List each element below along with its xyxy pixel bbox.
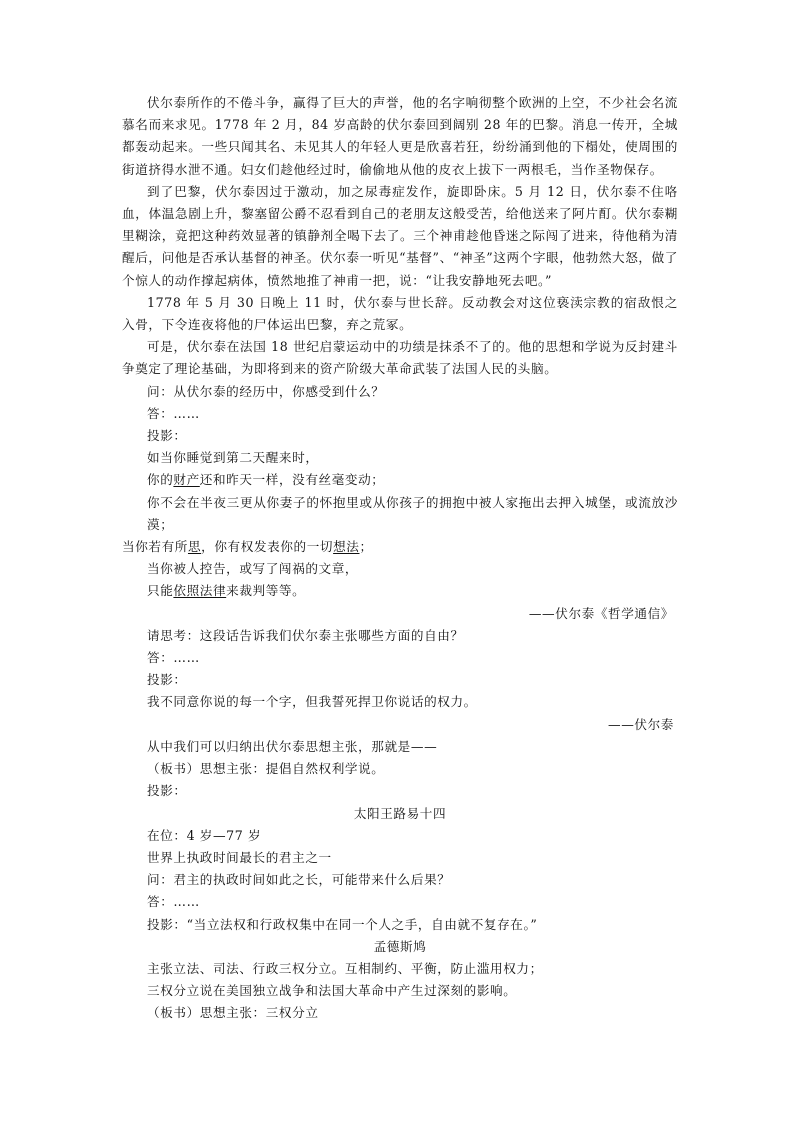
quote-text: 你的	[147, 472, 174, 488]
quote-text: 还和昨天一样，没有丝毫变动；	[199, 472, 385, 488]
quote-text: 当你若有所	[122, 539, 188, 555]
projection-label: 投影：	[147, 672, 187, 688]
question-long-reign: 问：君主的执政时间如此之长，可能带来什么后果？	[147, 872, 451, 888]
louis-fact: 世界上执政时间最长的君主之一	[147, 849, 332, 865]
montesquieu-name: 孟德斯鸠	[373, 938, 427, 954]
section-title-louis-xiv: 太阳王路易十四	[353, 805, 447, 821]
louis-reign: 在位：4 岁—77 岁	[147, 827, 262, 843]
quote-line	[122, 536, 678, 558]
projection-montesquieu-quote: 投影：“当立法权和行政权集中在同一个人之手，自由就不复存在。”	[147, 916, 538, 932]
quote-keyword-law: 依照法律	[173, 583, 227, 599]
answer-placeholder: 答：……	[147, 405, 200, 421]
separation-of-powers-principle: 主张立法、司法、行政三权分立。互相制约、平衡，防止滥用权力；	[147, 960, 543, 976]
projection-label: 投影：	[147, 783, 187, 799]
quote-line: 如当你睡觉到第二天醒来时，	[147, 450, 319, 466]
quote-keyword-property: 财产	[173, 472, 200, 488]
quote-source: ——伏尔泰	[608, 716, 674, 732]
board-note-separation-of-powers: （板书）思想主张：三权分立	[147, 1005, 319, 1021]
quote-source: ——伏尔泰《哲学通信》	[528, 605, 674, 621]
answer-placeholder: 答：……	[147, 650, 200, 666]
quote-line: 当你被人控告，或写了闯祸的文章，	[147, 561, 359, 577]
voltaire-free-speech-quote: 我不同意你说的每一个字，但我誓死捍卫你说话的权力。	[147, 694, 477, 710]
board-note-natural-rights: （板书）思想主张：提倡自然权利学说。	[147, 761, 385, 777]
quote-line: 你不会在半夜三更从你妻子的怀抱里或从你孩子的拥抱中被人家拖出去押入城堡，或流放沙漠；	[147, 494, 678, 532]
question-freedoms: 请思考：这段话告诉我们伏尔泰主张哪些方面的自由？	[147, 627, 464, 643]
quote-text: 来裁判等等。	[226, 583, 306, 599]
quote-text: ；	[359, 539, 373, 555]
paragraph-voltaire-legacy: 可是，伏尔泰在法国 18 世纪启蒙运动中的功绩是抹杀不了的。他的思想和学说为反封建斗争奠定了理论基础，为即将到来的资产阶级大革命武装了法国人民的头脑。	[122, 339, 678, 377]
quote-text: 只能	[147, 583, 174, 599]
quote-text: ，你有权发表你的一切	[201, 539, 334, 555]
separation-of-powers-influence: 三权分立说在美国独立战争和法国大革命中产生过深刻的影响。	[147, 983, 517, 999]
quote-line	[122, 469, 678, 491]
paragraph-voltaire-death: 1778 年 5 月 30 日晚上 11 时，伏尔泰与世长辞。反动教会对这位亵渎宗教的宿敌恨之入骨，下令连夜将他的尸体运出巴黎，弃之荒冢。	[122, 294, 678, 333]
document-body	[122, 92, 678, 1025]
quote-keyword-ideas: 想法	[333, 539, 360, 555]
paragraph-voltaire-illness: 到了巴黎，伏尔泰因过于激动，加之尿毒症发作，旋即卧床。5 月 12 日，伏尔泰不住咯血，体温急剧上升，黎塞留公爵不忍看到自己的老朋友这般受苦，给他送来了阿片酊。伏尔泰糊里糊涂，竟把这种药效显著的镇静剂全喝下去了。三个神甫趁他昏迷之际闯了进来，待他稍为清醒后，问他是否承认基督的神圣。伏尔泰一听见“基督”、“神圣”这两个字眼，他勃然大怒，做了个惊人的动作撑起病体，愤然地推了神甫一把，说：“让我安静地死去吧。”	[122, 183, 678, 288]
question-voltaire-experience: 问：从伏尔泰的经历中，你感受到什么？	[147, 383, 385, 399]
paragraph-voltaire-fame: 伏尔泰所作的不倦斗争，赢得了巨大的声誉，他的名字响彻整个欧洲的上空，不少社会名流慕名而来求见。1778 年 2 月，84 岁高龄的伏尔泰回到阔别 28 年的巴黎。消息一传开，全城都轰动起来。一些只闻其名、未见其人的年轻人更是欣喜若狂，纷纷涌到他的下榻处，使周围的街道挤得水泄不通。妇女们趁他经过时，偷偷地从他的皮衣上拔下一两根毛，当作圣物保存。	[122, 95, 678, 177]
quote-keyword-thought: 思	[187, 539, 202, 555]
quote-line	[122, 580, 678, 602]
answer-placeholder: 答：……	[147, 894, 200, 910]
summary-line: 从中我们可以归纳出伏尔泰思想主张，那就是——	[147, 738, 438, 754]
projection-label: 投影：	[147, 428, 187, 444]
voltaire-quote-block	[122, 447, 678, 625]
